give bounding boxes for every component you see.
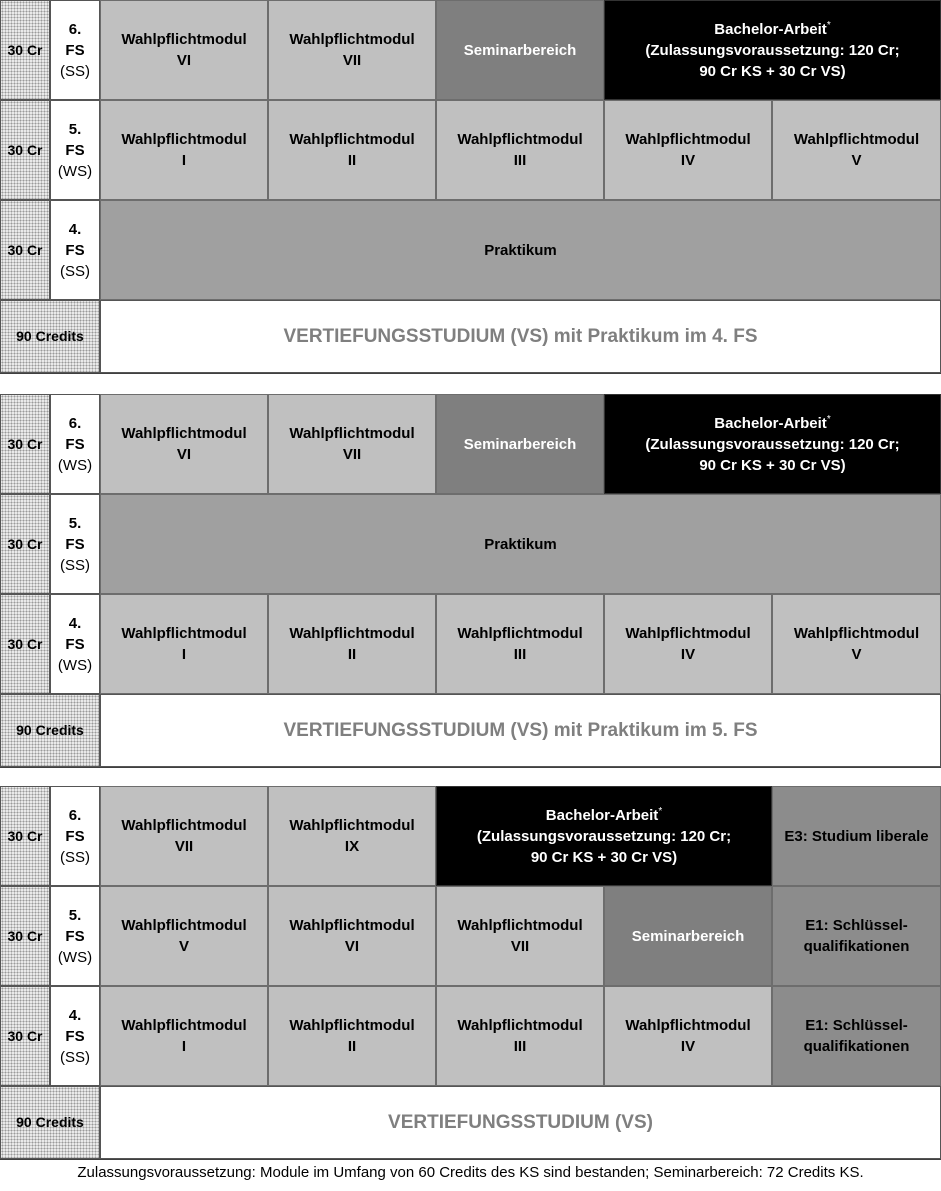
module-name: Wahlpflichtmodul <box>289 131 415 148</box>
module-name: Wahlpflichtmodul <box>457 131 583 148</box>
module-cell <box>436 986 604 1086</box>
module-number: VII <box>342 52 362 69</box>
module-name: Wahlpflichtmodul <box>121 917 247 934</box>
section-title <box>100 1086 941 1159</box>
credits-cell <box>0 886 50 986</box>
module-name: Wahlpflichtmodul <box>457 1017 583 1034</box>
thesis-requirement: (Zulassungsvoraussetzung: 120 Cr; <box>645 41 900 59</box>
module-name: Wahlpflichtmodul <box>289 625 415 642</box>
module-number: VII <box>510 938 530 955</box>
seminar-cell <box>436 0 604 100</box>
semester-cell <box>50 986 100 1086</box>
semester-label: FS <box>65 435 85 453</box>
module-cell <box>268 394 436 494</box>
semester-label: FS <box>65 635 85 653</box>
credits-cell <box>0 786 50 886</box>
thesis-title <box>714 413 830 434</box>
module-cell <box>100 986 268 1086</box>
footnote-star: * <box>826 413 831 425</box>
semester-term: (WS) <box>57 456 93 474</box>
credits-cell <box>0 594 50 694</box>
module-cell <box>436 100 604 200</box>
semester-term: (SS) <box>60 1048 90 1066</box>
module-number: III <box>513 646 527 663</box>
semester-cell <box>50 394 100 494</box>
thesis-cell <box>604 394 941 494</box>
total-credits-label: 90 Credits <box>16 328 84 344</box>
thesis-credits: 90 Cr KS + 30 Cr VS) <box>530 848 678 866</box>
thesis-credits: 90 Cr KS + 30 Cr VS) <box>699 456 846 474</box>
elective-label: E1: Schlüssel- <box>805 1017 908 1034</box>
module-number: I <box>181 646 187 663</box>
semester-label: FS <box>65 41 85 59</box>
credits-label: 30 Cr <box>7 827 43 844</box>
credits-label: 30 Cr <box>7 41 43 58</box>
semester-cell <box>50 594 100 694</box>
elective-e3-cell <box>772 786 941 886</box>
semester-cell <box>50 100 100 200</box>
elective-e1-cell <box>772 886 941 986</box>
module-name: Wahlpflichtmodul <box>121 425 247 442</box>
module-name: Wahlpflichtmodul <box>625 131 751 148</box>
module-name: Wahlpflichtmodul <box>457 625 583 642</box>
credits-label: 30 Cr <box>7 435 43 452</box>
thesis-title-text: Bachelor-Arbeit <box>714 414 827 432</box>
module-cell <box>268 886 436 986</box>
thesis-title-text: Bachelor-Arbeit <box>714 20 827 38</box>
thesis-credits: 90 Cr KS + 30 Cr VS) <box>699 62 846 80</box>
semester-number: 4. <box>68 614 82 632</box>
module-name: Wahlpflichtmodul <box>121 625 247 642</box>
module-number: IV <box>680 1038 696 1055</box>
semester-number: 6. <box>68 806 82 824</box>
module-number: VII <box>342 446 362 463</box>
module-number: VII <box>174 838 194 855</box>
semester-cell <box>50 886 100 986</box>
module-name: Wahlpflichtmodul <box>625 1017 751 1034</box>
semester-label: FS <box>65 1027 85 1045</box>
section-title-text: VERTIEFUNGSSTUDIUM (VS) mit Praktikum im 4. FS <box>283 326 758 347</box>
semester-number: 4. <box>68 220 82 238</box>
module-cell <box>772 100 941 200</box>
module-cell <box>436 886 604 986</box>
module-name: Wahlpflichtmodul <box>289 1017 415 1034</box>
semester-term: (WS) <box>57 162 93 180</box>
credits-cell <box>0 200 50 300</box>
elective-label-cont: qualifikationen <box>803 938 910 955</box>
module-number: II <box>347 1038 357 1055</box>
module-number: V <box>851 646 862 663</box>
semester-number: 6. <box>68 20 82 38</box>
module-cell <box>268 986 436 1086</box>
semester-term: (WS) <box>57 656 93 674</box>
module-number: II <box>347 152 357 169</box>
thesis-requirement: (Zulassungsvoraussetzung: 120 Cr; <box>645 435 900 453</box>
module-cell <box>100 886 268 986</box>
module-number: I <box>181 152 187 169</box>
elective-label: E1: Schlüssel- <box>805 917 908 934</box>
praktikum-label: Praktikum <box>484 241 557 259</box>
section-title <box>100 694 941 767</box>
module-number: III <box>513 1038 527 1055</box>
semester-number: 5. <box>68 514 82 532</box>
semester-number: 6. <box>68 414 82 432</box>
module-number: II <box>347 646 357 663</box>
module-name: Wahlpflichtmodul <box>289 817 415 834</box>
semester-cell <box>50 200 100 300</box>
total-credits-label: 90 Credits <box>16 1114 84 1130</box>
semester-label: FS <box>65 141 85 159</box>
credits-label: 30 Cr <box>7 635 43 652</box>
thesis-requirement: (Zulassungsvoraussetzung: 120 Cr; <box>476 827 732 845</box>
module-cell <box>268 0 436 100</box>
thesis-cell <box>436 786 772 886</box>
credits-cell <box>0 494 50 594</box>
semester-label: FS <box>65 827 85 845</box>
semester-label: FS <box>65 241 85 259</box>
module-name: Wahlpflichtmodul <box>121 131 247 148</box>
module-cell <box>772 594 941 694</box>
semester-term: (SS) <box>60 556 90 574</box>
semester-label: FS <box>65 535 85 553</box>
module-number: V <box>178 938 189 955</box>
module-cell <box>100 594 268 694</box>
total-credits-cell <box>0 1086 100 1159</box>
module-name: Wahlpflichtmodul <box>625 625 751 642</box>
semester-label: FS <box>65 927 85 945</box>
module-name: Wahlpflichtmodul <box>793 625 920 642</box>
elective-label-cont: qualifikationen <box>803 1038 910 1055</box>
module-name: Wahlpflichtmodul <box>457 917 583 934</box>
elective-e1-cell <box>772 986 941 1086</box>
plan-variant-praktikum-5fs <box>0 394 941 768</box>
seminar-cell <box>604 886 772 986</box>
module-name: Wahlpflichtmodul <box>793 131 920 148</box>
credits-label: 30 Cr <box>7 1027 43 1044</box>
semester-cell <box>50 786 100 886</box>
module-number: V <box>851 152 862 169</box>
module-cell <box>268 786 436 886</box>
praktikum-label: Praktikum <box>484 535 557 553</box>
module-number: IX <box>344 838 360 855</box>
module-cell <box>268 100 436 200</box>
module-cell <box>436 594 604 694</box>
module-name: Wahlpflichtmodul <box>289 31 415 48</box>
semester-term: (SS) <box>60 62 90 80</box>
thesis-cell <box>604 0 941 100</box>
module-cell <box>100 100 268 200</box>
semester-term: (WS) <box>57 948 93 966</box>
section-title <box>100 300 941 373</box>
footnote: Zulassungsvoraussetzung: Module im Umfang von 60 Credits des KS sind bestanden; Seminarbereich: 72 Credits KS. <box>77 1164 864 1181</box>
semester-number: 5. <box>68 906 82 924</box>
semester-number: 4. <box>68 1006 82 1024</box>
credits-cell <box>0 394 50 494</box>
credits-label: 30 Cr <box>7 927 43 944</box>
semester-term: (SS) <box>60 848 90 866</box>
section-title-text: VERTIEFUNGSSTUDIUM (VS) mit Praktikum im 5. FS <box>283 720 758 741</box>
seminar-label: Seminarbereich <box>631 927 745 945</box>
seminar-label: Seminarbereich <box>463 41 577 59</box>
module-number: VI <box>176 52 192 69</box>
module-number: IV <box>680 646 696 663</box>
credits-label: 30 Cr <box>7 535 43 552</box>
module-cell <box>100 786 268 886</box>
module-cell <box>100 394 268 494</box>
section-title-text: VERTIEFUNGSSTUDIUM (VS) <box>388 1112 653 1133</box>
seminar-label: Seminarbereich <box>463 435 577 453</box>
footnote-star: * <box>658 805 663 817</box>
module-number: IV <box>680 152 696 169</box>
module-number: VI <box>176 446 192 463</box>
module-name: Wahlpflichtmodul <box>289 425 415 442</box>
total-credits-label: 90 Credits <box>16 722 84 738</box>
module-name: Wahlpflichtmodul <box>121 1017 247 1034</box>
thesis-title <box>546 805 662 826</box>
thesis-title-text: Bachelor-Arbeit <box>545 806 659 824</box>
credits-label: 30 Cr <box>7 141 43 158</box>
module-cell <box>604 100 772 200</box>
plan-variant-praktikum-4fs <box>0 0 941 374</box>
credits-cell <box>0 100 50 200</box>
praktikum-cell <box>100 494 941 594</box>
module-cell <box>604 986 772 1086</box>
praktikum-cell <box>100 200 941 300</box>
module-cell <box>100 0 268 100</box>
credits-label: 30 Cr <box>7 241 43 258</box>
module-cell <box>268 594 436 694</box>
credits-cell <box>0 0 50 100</box>
module-name: Wahlpflichtmodul <box>289 917 415 934</box>
credits-cell <box>0 986 50 1086</box>
elective-label: E3: Studium liberale <box>784 827 929 845</box>
seminar-cell <box>436 394 604 494</box>
total-credits-cell <box>0 300 100 373</box>
module-cell <box>604 594 772 694</box>
total-credits-cell <box>0 694 100 767</box>
module-name: Wahlpflichtmodul <box>121 31 247 48</box>
semester-number: 5. <box>68 120 82 138</box>
module-number: I <box>181 1038 187 1055</box>
footnote-star: * <box>826 19 831 31</box>
module-number: VI <box>344 938 360 955</box>
module-number: III <box>513 152 527 169</box>
plan-variant-ohne-praktikum <box>0 786 941 1160</box>
thesis-title <box>714 19 830 40</box>
module-name: Wahlpflichtmodul <box>121 817 247 834</box>
semester-term: (SS) <box>60 262 90 280</box>
semester-cell <box>50 494 100 594</box>
semester-cell <box>50 0 100 100</box>
